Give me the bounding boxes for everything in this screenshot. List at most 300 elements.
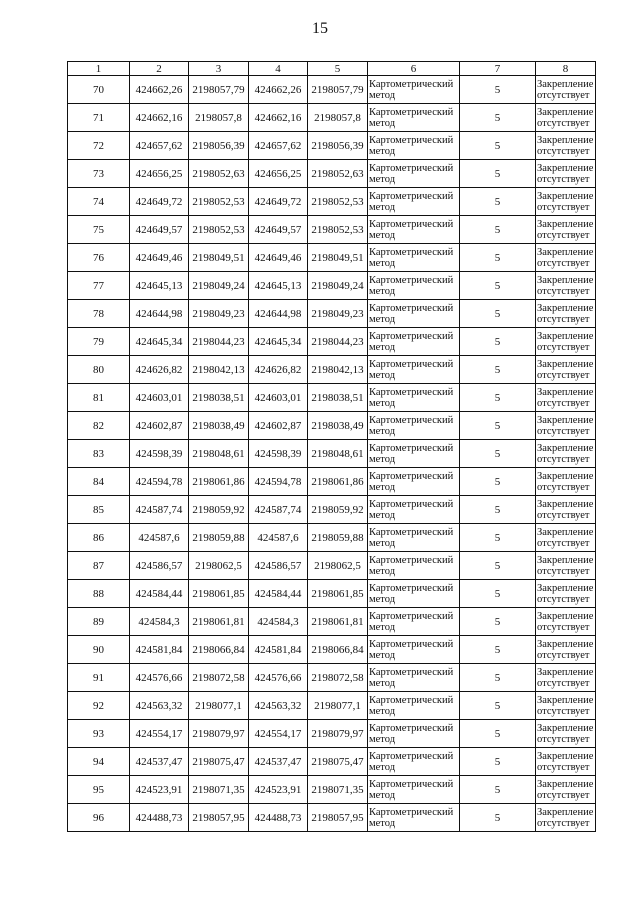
table-row xyxy=(68,328,596,356)
fixing-text: отсутствует xyxy=(537,705,590,717)
accuracy-cell: 5 xyxy=(460,580,536,608)
fixing-cell xyxy=(536,188,596,216)
fixing-cell xyxy=(536,300,596,328)
fixing-text: отсутствует xyxy=(537,789,590,801)
y-coordinate-cell: 2198038,49 xyxy=(308,412,368,440)
fixing-cell xyxy=(536,76,596,104)
y-coordinate-cell: 2198049,51 xyxy=(308,244,368,272)
table-row xyxy=(68,244,596,272)
x-coordinate-cell: 424656,25 xyxy=(249,160,308,188)
method-cell xyxy=(368,132,460,160)
x-coordinate-cell: 424586,57 xyxy=(130,552,189,580)
method-text: метод xyxy=(369,201,396,213)
table-row xyxy=(68,804,596,832)
point-number-cell: 87 xyxy=(68,552,130,580)
x-coordinate-cell: 424598,39 xyxy=(249,440,308,468)
y-coordinate-cell: 2198052,53 xyxy=(308,188,368,216)
y-coordinate-cell: 2198048,61 xyxy=(308,440,368,468)
fixing-text: отсутствует xyxy=(537,565,590,577)
column-header: 5 xyxy=(308,62,368,76)
method-text: метод xyxy=(369,369,396,381)
x-coordinate-cell: 424587,74 xyxy=(249,496,308,524)
y-coordinate-cell: 2198038,51 xyxy=(308,384,368,412)
table-header xyxy=(68,62,596,76)
table-row xyxy=(68,132,596,160)
fixing-cell xyxy=(536,580,596,608)
fixing-text: Закрепление xyxy=(537,134,594,146)
table-row xyxy=(68,468,596,496)
method-cell xyxy=(368,692,460,720)
fixing-cell xyxy=(536,636,596,664)
y-coordinate-cell: 2198049,23 xyxy=(308,300,368,328)
table-row xyxy=(68,440,596,468)
x-coordinate-cell: 424576,66 xyxy=(249,664,308,692)
method-cell xyxy=(368,608,460,636)
y-coordinate-cell: 2198079,97 xyxy=(308,720,368,748)
accuracy-cell: 5 xyxy=(460,776,536,804)
x-coordinate-cell: 424662,16 xyxy=(130,104,189,132)
fixing-text: отсутствует xyxy=(537,369,590,381)
fixing-text: Закрепление xyxy=(537,358,594,370)
y-coordinate-cell: 2198071,35 xyxy=(189,776,249,804)
fixing-text: отсутствует xyxy=(537,593,590,605)
x-coordinate-cell: 424656,25 xyxy=(130,160,189,188)
y-coordinate-cell: 2198061,81 xyxy=(308,608,368,636)
method-cell xyxy=(368,636,460,664)
accuracy-cell: 5 xyxy=(460,524,536,552)
method-cell xyxy=(368,580,460,608)
fixing-cell xyxy=(536,356,596,384)
method-text: Картометрический xyxy=(369,134,454,146)
method-cell xyxy=(368,272,460,300)
method-text: метод xyxy=(369,565,396,577)
method-cell xyxy=(368,216,460,244)
x-coordinate-cell: 424662,16 xyxy=(249,104,308,132)
point-number-cell: 78 xyxy=(68,300,130,328)
y-coordinate-cell: 2198052,53 xyxy=(189,188,249,216)
fixing-text: Закрепление xyxy=(537,246,594,258)
y-coordinate-cell: 2198044,23 xyxy=(189,328,249,356)
point-number-cell: 84 xyxy=(68,468,130,496)
method-text: Картометрический xyxy=(369,722,454,734)
x-coordinate-cell: 424563,32 xyxy=(249,692,308,720)
x-coordinate-cell: 424602,87 xyxy=(130,412,189,440)
fixing-cell xyxy=(536,216,596,244)
x-coordinate-cell: 424645,34 xyxy=(249,328,308,356)
table-row xyxy=(68,524,596,552)
fixing-text: отсутствует xyxy=(537,229,590,241)
x-coordinate-cell: 424603,01 xyxy=(130,384,189,412)
table-row xyxy=(68,552,596,580)
method-text: метод xyxy=(369,705,396,717)
fixing-text: отсутствует xyxy=(537,649,590,661)
fixing-text: Закрепление xyxy=(537,386,594,398)
y-coordinate-cell: 2198057,8 xyxy=(308,104,368,132)
point-number-cell: 76 xyxy=(68,244,130,272)
method-text: Картометрический xyxy=(369,162,454,174)
x-coordinate-cell: 424645,13 xyxy=(249,272,308,300)
x-coordinate-cell: 424649,57 xyxy=(130,216,189,244)
method-text: метод xyxy=(369,509,396,521)
method-text: метод xyxy=(369,117,396,129)
x-coordinate-cell: 424626,82 xyxy=(130,356,189,384)
method-text: Картометрический xyxy=(369,470,454,482)
point-number-cell: 95 xyxy=(68,776,130,804)
method-cell xyxy=(368,720,460,748)
table-row xyxy=(68,496,596,524)
fixing-text: отсутствует xyxy=(537,257,590,269)
fixing-text: Закрепление xyxy=(537,218,594,230)
point-number-cell: 90 xyxy=(68,636,130,664)
table-row xyxy=(68,272,596,300)
accuracy-cell: 5 xyxy=(460,748,536,776)
fixing-text: отсутствует xyxy=(537,425,590,437)
x-coordinate-cell: 424657,62 xyxy=(130,132,189,160)
method-text: Картометрический xyxy=(369,302,454,314)
y-coordinate-cell: 2198061,81 xyxy=(189,608,249,636)
y-coordinate-cell: 2198049,24 xyxy=(308,272,368,300)
fixing-text: отсутствует xyxy=(537,481,590,493)
method-text: Картометрический xyxy=(369,274,454,286)
x-coordinate-cell: 424644,98 xyxy=(130,300,189,328)
y-coordinate-cell: 2198052,63 xyxy=(189,160,249,188)
y-coordinate-cell: 2198057,79 xyxy=(189,76,249,104)
y-coordinate-cell: 2198049,24 xyxy=(189,272,249,300)
point-number-cell: 93 xyxy=(68,720,130,748)
point-number-cell: 73 xyxy=(68,160,130,188)
method-text: Картометрический xyxy=(369,218,454,230)
column-header: 7 xyxy=(460,62,536,76)
point-number-cell: 71 xyxy=(68,104,130,132)
method-cell xyxy=(368,748,460,776)
y-coordinate-cell: 2198057,79 xyxy=(308,76,368,104)
table-row xyxy=(68,76,596,104)
x-coordinate-cell: 424584,3 xyxy=(130,608,189,636)
fixing-text: отсутствует xyxy=(537,509,590,521)
fixing-cell xyxy=(536,720,596,748)
y-coordinate-cell: 2198057,8 xyxy=(189,104,249,132)
accuracy-cell: 5 xyxy=(460,244,536,272)
column-header: 1 xyxy=(68,62,130,76)
accuracy-cell: 5 xyxy=(460,412,536,440)
method-text: Картометрический xyxy=(369,610,454,622)
x-coordinate-cell: 424662,26 xyxy=(249,76,308,104)
y-coordinate-cell: 2198059,88 xyxy=(308,524,368,552)
method-cell xyxy=(368,384,460,412)
method-cell xyxy=(368,468,460,496)
method-text: Картометрический xyxy=(369,190,454,202)
fixing-cell xyxy=(536,524,596,552)
fixing-text: отсутствует xyxy=(537,341,590,353)
y-coordinate-cell: 2198062,5 xyxy=(189,552,249,580)
y-coordinate-cell: 2198038,51 xyxy=(189,384,249,412)
x-coordinate-cell: 424554,17 xyxy=(130,720,189,748)
accuracy-cell: 5 xyxy=(460,552,536,580)
y-coordinate-cell: 2198071,35 xyxy=(308,776,368,804)
x-coordinate-cell: 424584,44 xyxy=(130,580,189,608)
method-text: метод xyxy=(369,257,396,269)
column-header: 4 xyxy=(249,62,308,76)
y-coordinate-cell: 2198066,84 xyxy=(189,636,249,664)
y-coordinate-cell: 2198075,47 xyxy=(189,748,249,776)
fixing-text: Закрепление xyxy=(537,554,594,566)
fixing-text: отсутствует xyxy=(537,117,590,129)
table-row xyxy=(68,636,596,664)
fixing-cell xyxy=(536,748,596,776)
accuracy-cell: 5 xyxy=(460,300,536,328)
method-text: Картометрический xyxy=(369,246,454,258)
fixing-text: Закрепление xyxy=(537,778,594,790)
method-text: метод xyxy=(369,145,396,157)
x-coordinate-cell: 424657,62 xyxy=(249,132,308,160)
method-cell xyxy=(368,552,460,580)
fixing-text: отсутствует xyxy=(537,397,590,409)
fixing-text: Закрепление xyxy=(537,526,594,538)
point-number-cell: 91 xyxy=(68,664,130,692)
y-coordinate-cell: 2198042,13 xyxy=(189,356,249,384)
fixing-cell xyxy=(536,552,596,580)
table-row xyxy=(68,188,596,216)
y-coordinate-cell: 2198059,92 xyxy=(308,496,368,524)
y-coordinate-cell: 2198077,1 xyxy=(308,692,368,720)
x-coordinate-cell: 424523,91 xyxy=(130,776,189,804)
y-coordinate-cell: 2198042,13 xyxy=(308,356,368,384)
accuracy-cell: 5 xyxy=(460,216,536,244)
method-text: метод xyxy=(369,481,396,493)
x-coordinate-cell: 424644,98 xyxy=(249,300,308,328)
fixing-cell xyxy=(536,160,596,188)
point-number-cell: 96 xyxy=(68,804,130,832)
fixing-text: Закрепление xyxy=(537,190,594,202)
method-cell xyxy=(368,524,460,552)
fixing-cell xyxy=(536,664,596,692)
accuracy-cell: 5 xyxy=(460,720,536,748)
method-text: метод xyxy=(369,649,396,661)
point-number-cell: 81 xyxy=(68,384,130,412)
method-cell xyxy=(368,776,460,804)
method-cell xyxy=(368,664,460,692)
fixing-text: Закрепление xyxy=(537,442,594,454)
table-row xyxy=(68,300,596,328)
fixing-text: Закрепление xyxy=(537,330,594,342)
fixing-text: отсутствует xyxy=(537,761,590,773)
fixing-cell xyxy=(536,496,596,524)
fixing-text: отсутствует xyxy=(537,537,590,549)
x-coordinate-cell: 424662,26 xyxy=(130,76,189,104)
fixing-cell xyxy=(536,468,596,496)
fixing-text: Закрепление xyxy=(537,610,594,622)
accuracy-cell: 5 xyxy=(460,328,536,356)
fixing-cell xyxy=(536,412,596,440)
accuracy-cell: 5 xyxy=(460,636,536,664)
x-coordinate-cell: 424584,3 xyxy=(249,608,308,636)
method-cell xyxy=(368,300,460,328)
method-cell xyxy=(368,104,460,132)
fixing-text: Закрепление xyxy=(537,274,594,286)
table-row xyxy=(68,776,596,804)
table-row xyxy=(68,580,596,608)
point-number-cell: 70 xyxy=(68,76,130,104)
method-text: метод xyxy=(369,789,396,801)
accuracy-cell: 5 xyxy=(460,272,536,300)
y-coordinate-cell: 2198059,92 xyxy=(189,496,249,524)
fixing-text: отсутствует xyxy=(537,817,590,829)
method-text: Картометрический xyxy=(369,498,454,510)
fixing-text: отсутствует xyxy=(537,201,590,213)
accuracy-cell: 5 xyxy=(460,132,536,160)
accuracy-cell: 5 xyxy=(460,384,536,412)
x-coordinate-cell: 424598,39 xyxy=(130,440,189,468)
method-cell xyxy=(368,496,460,524)
method-text: Картометрический xyxy=(369,526,454,538)
fixing-text: Закрепление xyxy=(537,638,594,650)
x-coordinate-cell: 424554,17 xyxy=(249,720,308,748)
method-cell xyxy=(368,160,460,188)
fixing-cell xyxy=(536,272,596,300)
method-text: Картометрический xyxy=(369,806,454,818)
y-coordinate-cell: 2198049,51 xyxy=(189,244,249,272)
table-row xyxy=(68,356,596,384)
method-text: метод xyxy=(369,341,396,353)
y-coordinate-cell: 2198079,97 xyxy=(189,720,249,748)
x-coordinate-cell: 424649,72 xyxy=(130,188,189,216)
method-cell xyxy=(368,244,460,272)
page-number: 15 xyxy=(312,20,328,37)
y-coordinate-cell: 2198048,61 xyxy=(189,440,249,468)
table-row xyxy=(68,412,596,440)
accuracy-cell: 5 xyxy=(460,804,536,832)
fixing-text: Закрепление xyxy=(537,414,594,426)
method-text: метод xyxy=(369,397,396,409)
method-text: метод xyxy=(369,89,396,101)
column-header: 6 xyxy=(368,62,460,76)
method-text: Картометрический xyxy=(369,330,454,342)
fixing-text: отсутствует xyxy=(537,173,590,185)
x-coordinate-cell: 424645,34 xyxy=(130,328,189,356)
x-coordinate-cell: 424594,78 xyxy=(130,468,189,496)
fixing-text: Закрепление xyxy=(537,302,594,314)
fixing-cell xyxy=(536,440,596,468)
y-coordinate-cell: 2198062,5 xyxy=(308,552,368,580)
point-number-cell: 83 xyxy=(68,440,130,468)
fixing-text: отсутствует xyxy=(537,145,590,157)
fixing-cell xyxy=(536,132,596,160)
method-text: Картометрический xyxy=(369,778,454,790)
method-text: метод xyxy=(369,677,396,689)
fixing-text: Закрепление xyxy=(537,806,594,818)
fixing-cell xyxy=(536,608,596,636)
x-coordinate-cell: 424603,01 xyxy=(249,384,308,412)
method-cell xyxy=(368,188,460,216)
accuracy-cell: 5 xyxy=(460,188,536,216)
fixing-text: отсутствует xyxy=(537,621,590,633)
method-cell xyxy=(368,440,460,468)
fixing-cell xyxy=(536,384,596,412)
accuracy-cell: 5 xyxy=(460,440,536,468)
method-text: Картометрический xyxy=(369,106,454,118)
table-row xyxy=(68,216,596,244)
method-text: метод xyxy=(369,425,396,437)
x-coordinate-cell: 424645,13 xyxy=(130,272,189,300)
method-cell xyxy=(368,412,460,440)
table-row xyxy=(68,104,596,132)
fixing-text: Закрепление xyxy=(537,582,594,594)
x-coordinate-cell: 424649,46 xyxy=(249,244,308,272)
fixing-cell xyxy=(536,104,596,132)
fixing-text: Закрепление xyxy=(537,750,594,762)
fixing-text: Закрепление xyxy=(537,694,594,706)
method-text: Картометрический xyxy=(369,414,454,426)
method-text: Картометрический xyxy=(369,78,454,90)
y-coordinate-cell: 2198052,53 xyxy=(189,216,249,244)
method-text: Картометрический xyxy=(369,666,454,678)
y-coordinate-cell: 2198072,58 xyxy=(308,664,368,692)
method-text: Картометрический xyxy=(369,582,454,594)
table-row xyxy=(68,160,596,188)
x-coordinate-cell: 424594,78 xyxy=(249,468,308,496)
y-coordinate-cell: 2198057,95 xyxy=(189,804,249,832)
table-row xyxy=(68,720,596,748)
fixing-cell xyxy=(536,692,596,720)
table-row xyxy=(68,664,596,692)
accuracy-cell: 5 xyxy=(460,692,536,720)
x-coordinate-cell: 424649,46 xyxy=(130,244,189,272)
accuracy-cell: 5 xyxy=(460,356,536,384)
fixing-text: Закрепление xyxy=(537,470,594,482)
x-coordinate-cell: 424584,44 xyxy=(249,580,308,608)
y-coordinate-cell: 2198066,84 xyxy=(308,636,368,664)
x-coordinate-cell: 424586,57 xyxy=(249,552,308,580)
method-text: Картометрический xyxy=(369,358,454,370)
method-text: метод xyxy=(369,761,396,773)
y-coordinate-cell: 2198052,53 xyxy=(308,216,368,244)
table-row xyxy=(68,384,596,412)
x-coordinate-cell: 424587,74 xyxy=(130,496,189,524)
column-header: 3 xyxy=(189,62,249,76)
fixing-text: отсутствует xyxy=(537,453,590,465)
method-text: метод xyxy=(369,173,396,185)
x-coordinate-cell: 424523,91 xyxy=(249,776,308,804)
method-text: метод xyxy=(369,593,396,605)
method-text: метод xyxy=(369,733,396,745)
point-number-cell: 82 xyxy=(68,412,130,440)
y-coordinate-cell: 2198061,85 xyxy=(189,580,249,608)
point-number-cell: 80 xyxy=(68,356,130,384)
y-coordinate-cell: 2198038,49 xyxy=(189,412,249,440)
x-coordinate-cell: 424626,82 xyxy=(249,356,308,384)
fixing-cell xyxy=(536,776,596,804)
point-number-cell: 86 xyxy=(68,524,130,552)
method-cell xyxy=(368,804,460,832)
x-coordinate-cell: 424587,6 xyxy=(130,524,189,552)
x-coordinate-cell: 424537,47 xyxy=(249,748,308,776)
x-coordinate-cell: 424581,84 xyxy=(130,636,189,664)
accuracy-cell: 5 xyxy=(460,608,536,636)
table-body xyxy=(68,76,596,832)
point-number-cell: 75 xyxy=(68,216,130,244)
method-cell xyxy=(368,328,460,356)
point-number-cell: 77 xyxy=(68,272,130,300)
method-text: Картометрический xyxy=(369,638,454,650)
method-text: метод xyxy=(369,285,396,297)
point-number-cell: 94 xyxy=(68,748,130,776)
fixing-text: отсутствует xyxy=(537,677,590,689)
y-coordinate-cell: 2198075,47 xyxy=(308,748,368,776)
x-coordinate-cell: 424649,57 xyxy=(249,216,308,244)
accuracy-cell: 5 xyxy=(460,76,536,104)
point-number-cell: 92 xyxy=(68,692,130,720)
y-coordinate-cell: 2198049,23 xyxy=(189,300,249,328)
